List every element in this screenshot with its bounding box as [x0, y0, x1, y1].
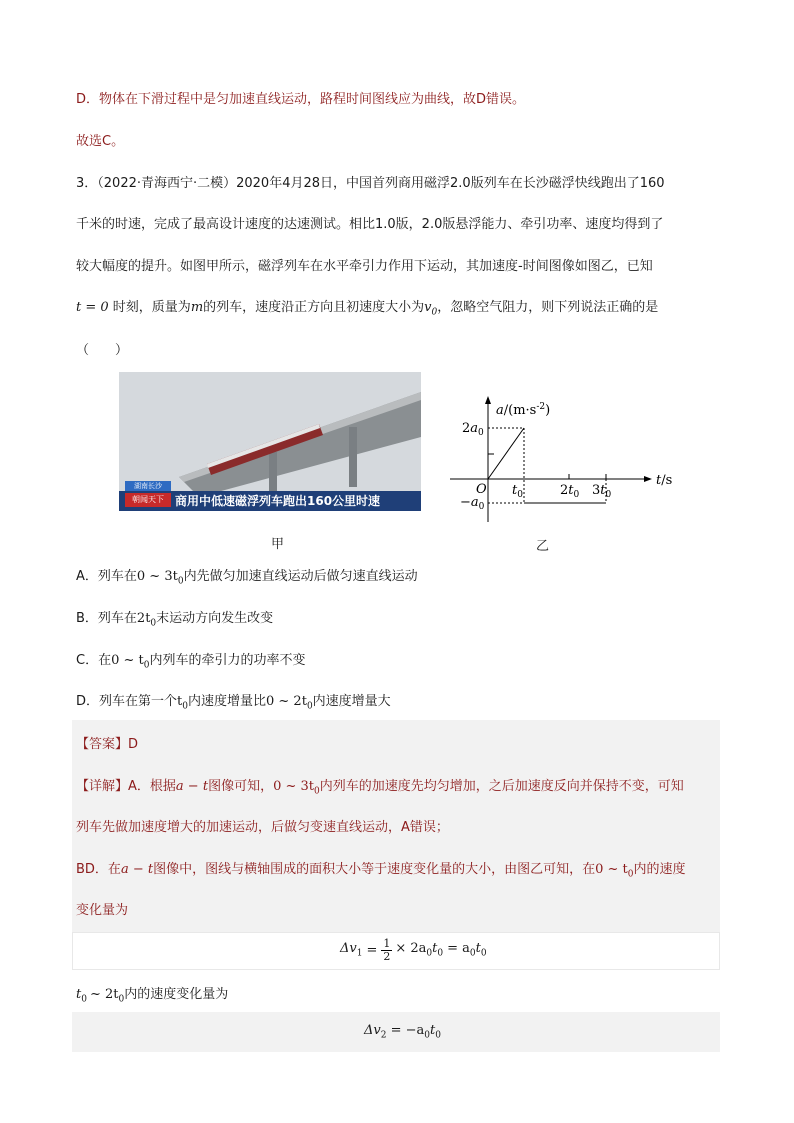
figure-label-yi: 乙: [536, 539, 550, 554]
x-label-t0: $t_0$: [512, 483, 523, 500]
mass-symbol: m: [190, 300, 204, 315]
prev-answer-choice: 故选C。: [76, 134, 125, 149]
origin-label: O: [476, 482, 487, 497]
y-label-neg-a0: $-a_0$: [460, 495, 485, 512]
equation-2: $\Delta v_2 = -a_0t_0$: [364, 1023, 441, 1041]
figure-label-jia: 甲: [271, 537, 285, 552]
y-axis-label: $a/(m\cdot s^{-2})$: [496, 402, 551, 418]
photo-caption: 商用中低速磁浮列车跑出160公里时速: [175, 494, 381, 508]
answer-line: [76, 733, 138, 752]
detail-line-1: 【详解】A．根据a − t图像可知，0 ~ $3t_0$内列车的加速度先均匀增加，之后加速度反向并保持不变，可知: [76, 779, 684, 797]
eq1-fraction: $\frac{1}{2}$: [383, 936, 391, 963]
option-c-math: 0 ~ $t_0$: [111, 653, 150, 671]
answer-paren: （ ）: [76, 343, 129, 358]
option-d-math-2: 0 ~ $2t_0$: [266, 694, 313, 712]
q3-line-2: 千米的时速，完成了最高设计速度的达速测试。相比1.0版，2.0版悬浮能力、牵引功率、速度均得到了: [76, 217, 664, 232]
answer-tag: 【答案】: [76, 737, 129, 752]
q3-line-4-text-b: 的列车，速度沿正方向且初速度大小为: [203, 300, 425, 315]
q3-line-1: 3．（2022·青海西宁·二模）2020年4月28日，中国首列商用磁浮2.0版列车在长沙磁浮快线跑出了160: [76, 176, 665, 191]
answer-value: D: [128, 737, 139, 752]
option-a-math: 0 ~ $3t_0$: [136, 569, 184, 587]
equation-1: $\Delta v_1$ = $\frac{1}{2}$ × $2a_0t_0$ = $a_0t_0$: [340, 936, 487, 963]
q3-line-4: [76, 296, 658, 318]
x-label-3t0: $3t_0$: [592, 483, 612, 500]
eq1-lhs: $\Delta v_1$: [340, 941, 363, 959]
q3-line-3: 较大幅度的提升。如图甲所示，磁浮列车在水平牵引力作用下运动，其加速度-时间图像如图乙，已知: [76, 259, 653, 274]
option-d: D．列车在第一个$t_0$内速度增量比0 ~ $2t_0$内速度增量大: [76, 694, 391, 712]
location-badge: 湖南长沙: [125, 481, 171, 491]
prev-option-d: D．物体在下滑过程中是匀加速直线运动，路程时间图线应为曲线，故D错误。: [76, 92, 526, 107]
y-axis-arrow: [485, 396, 491, 404]
option-d-math-1: $t_0$: [177, 694, 188, 712]
option-b-math: $2t_0$: [136, 611, 157, 629]
t-equals-zero: t = 0: [76, 300, 109, 315]
detail-line-3: BD．在a − t图像中，图线与横轴围成的面积大小等于速度变化量的大小，由图乙可知，在0 ~ $t_0$内的速度: [76, 862, 686, 880]
acceleration-time-graph: [440, 392, 680, 532]
maglev-photo: [119, 372, 421, 511]
x-axis-arrow: [644, 476, 652, 482]
v0-symbol: $v_0$: [424, 300, 438, 318]
t0-range-line: $t_0$ ~ $2t_0$内的速度变化量为: [76, 987, 229, 1005]
q3-line-4-text-a: 时刻，质量为: [112, 300, 191, 315]
option-c: C．在0 ~ $t_0$内列车的牵引力的功率不变: [76, 653, 306, 671]
detail-line-4: 变化量为: [76, 903, 129, 918]
q3-line-4-text-c: ，忽略空气阻力，则下列说法正确的是: [437, 300, 659, 315]
x-label-2t0: $2t_0$: [560, 483, 580, 500]
detail-line-2: 列车先做加速度增大的加速运动，后做匀变速直线运动，A错误；: [76, 820, 449, 835]
option-a: A．列车在0 ~ $3t_0$内先做匀加速直线运动后做匀速直线运动: [76, 569, 418, 587]
program-badge: 朝闻天下: [125, 493, 171, 507]
option-b: B．列车在$2t_0$末运动方向发生改变: [76, 611, 274, 629]
y-label-2a0: $2a_0$: [462, 421, 484, 438]
x-axis-label: t/s: [656, 473, 673, 488]
